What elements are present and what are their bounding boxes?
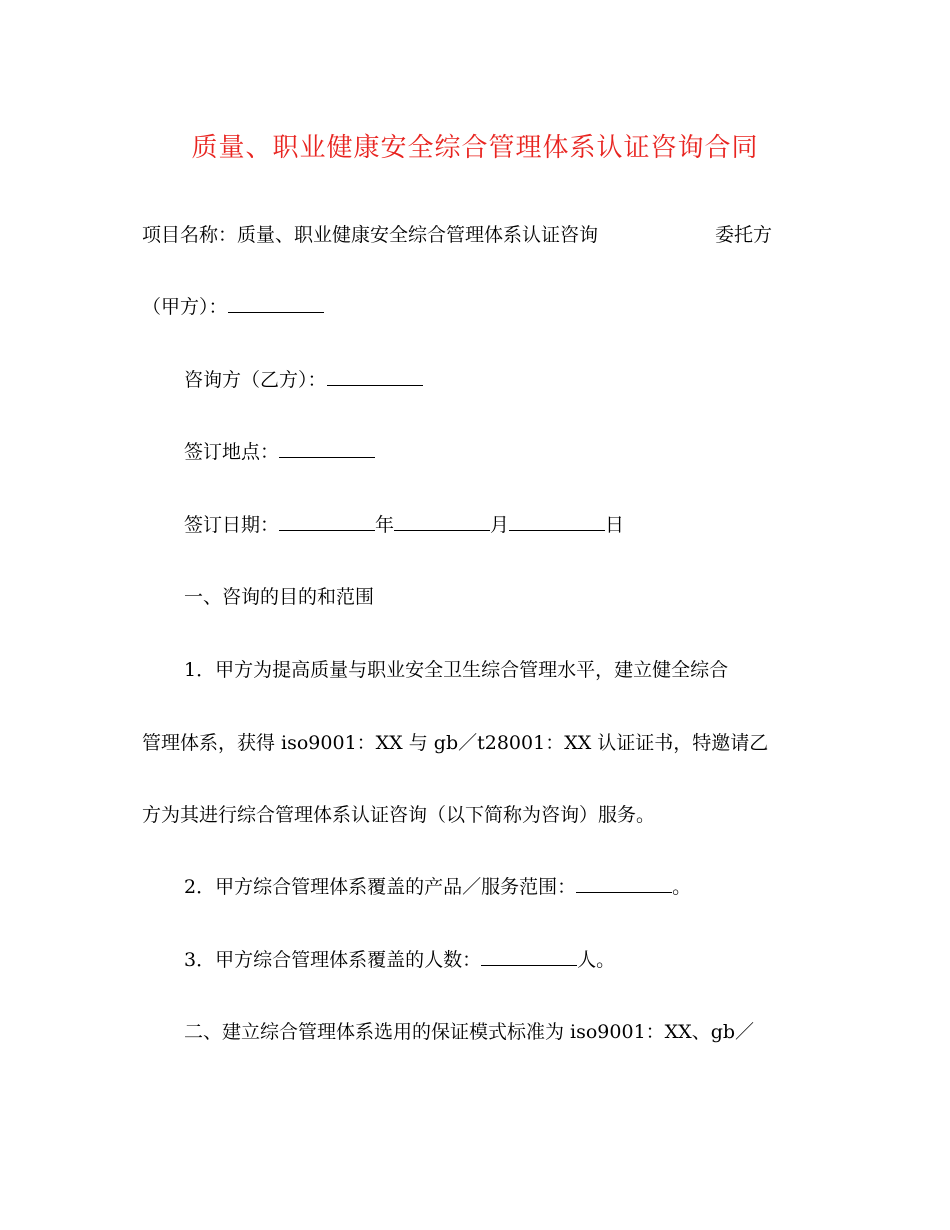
item3-suffix: 人。 <box>577 949 616 971</box>
item3-line <box>184 945 615 975</box>
project-name-text: 项目名称：质量、职业健康安全综合管理体系认证咨询 <box>142 224 599 246</box>
year-blank <box>279 512 375 531</box>
day-blank <box>509 512 605 531</box>
sign-date-label: 签订日期： <box>184 514 280 536</box>
item2-prefix: 2．甲方综合管理体系覆盖的产品／服务范围： <box>184 876 577 898</box>
section2-line1: 二、建立综合管理体系选用的保证模式标准为 iso9001：XX、gb／ <box>184 1021 755 1043</box>
client-line <box>142 292 324 322</box>
item1-line1: 1．甲方为提高质量与职业安全卫生综合管理水平，建立健全综合 <box>184 659 729 681</box>
consultant-blank <box>327 367 423 386</box>
sign-date-line <box>184 510 624 540</box>
sign-place-blank <box>279 439 375 458</box>
project-name-line <box>142 220 772 250</box>
month-blank <box>394 512 490 531</box>
day-label: 日 <box>605 514 625 536</box>
client-label-part2: （甲方）： <box>142 296 228 318</box>
client-label-part1: 委托方 <box>714 224 772 246</box>
month-label: 月 <box>490 514 510 536</box>
sign-place-label: 签订地点： <box>184 441 280 463</box>
item3-blank <box>481 947 577 966</box>
item2-line <box>184 872 691 902</box>
item2-suffix: 。 <box>672 876 692 898</box>
item3-prefix: 3．甲方综合管理体系覆盖的人数： <box>184 949 482 971</box>
document-title: 质量、职业健康安全综合管理体系认证咨询合同 <box>191 133 759 163</box>
item2-blank <box>576 874 672 893</box>
section1-heading: 一、咨询的目的和范围 <box>184 586 375 608</box>
item1-line3: 方为其进行综合管理体系认证咨询（以下简称为咨询）服务。 <box>142 804 656 826</box>
year-label: 年 <box>375 514 395 536</box>
consultant-label: 咨询方（乙方）： <box>184 369 327 391</box>
sign-place-line <box>184 437 375 467</box>
client-blank <box>228 294 324 313</box>
consultant-line <box>184 365 423 395</box>
item1-line2: 管理体系，获得 iso9001：XX 与 gb／t28001：XX 认证证书，特邀请乙 <box>142 732 769 754</box>
